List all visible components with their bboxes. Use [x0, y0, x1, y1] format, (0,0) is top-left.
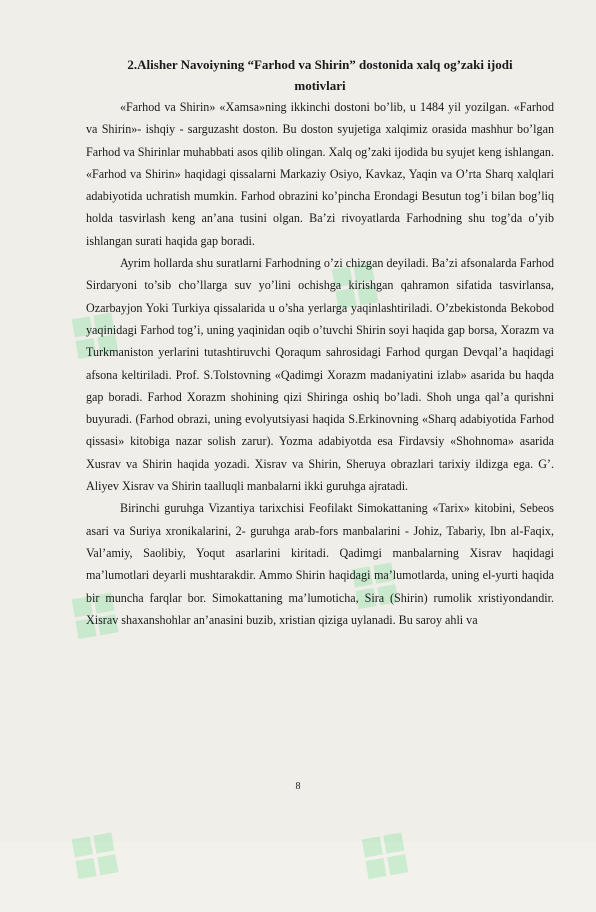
watermark-mark: ❖	[40, 561, 155, 672]
watermark-mark: ❖	[40, 801, 155, 912]
watermark-mark: ❖	[320, 531, 435, 642]
paragraph-2: Ayrim hollarda shu suratlarni Farhodning o’zi chizgan deyiladi. Ba’zi afsonalarda Farhod Sirdaryoni to’sib cho’llarga suv yo’lini ochishga kirishgan qahramon sifatida tasvirlansa, Ozarbayjon Yoki Turkiya qissalarida u o’sha yerlarga yaqinlashtiriladi. O’zbekistonda Bekobod yaqinidagi Farhod tog’i, uning yaqinidan oqib o’tuvchi Shirin soyi haqida gap borsa, Xorazm va Turkmaniston yerlarini tutashtiruvchi Qoraqum sahrosidagi Farhod qurgan Devqal’a haqidagi afsona keltiriladi. Prof. S.Tolstovning «Qadimgi Xorazm madaniyatini izlab» asarida bu haqda gap boradi. Farhod Xorazm shohining qizi Shiringa oshiq bo’ladi. Shoh unga qal’a qurishni buyuradi. (Farhod obrazi, uning evolyutsiyasi haqida S.Erkinovning «Sharq adabiyotida Farhod qissasi» kitobiga nazar solish zarur). Yozma adabiyotda esa Firdavsiy «Shohnoma» asarida Xusrav va Shirin haqida yozadi. Xisrav va Shirin, Sheruya obrazlari tarixiy ildizga ega. G’. Aliyev Xisrav va Shirin taalluqli manbalarni ikki guruhga ajratadi.	[86, 256, 554, 494]
page-number: 8	[295, 781, 301, 792]
paragraph-3: Birinchi guruhga Vizantiya tarixchisi Feofilakt Simokattaning «Tarix» kitobini, Sebeos asari va Suriya xronikalarini, 2- guruhga arab-fors manbalarini - Johiz, Tabariy, Ibn al-Faqix, Val’amiy, Saolibiy, Yoqut asarlarini kiritadi. Qadimgi manbalarning Xisrav haqidagi ma’lumotlari deyarli mushtarakdir. Ammo Shirin haqidagi ma’lumotlarda, uning el-yurti haqida bir muncha farqlar bor. Simokattaning ma’lumoticha, Sira (Shirin) rumolik xristiyondandir. Xisrav shaxanshohlar an’anasini buzib, xristian qiziga uylanadi. Bu saroy ahli va	[86, 501, 554, 627]
section-title-line-2: motivlari	[294, 78, 346, 93]
watermark-mark: ❖	[330, 801, 445, 912]
paragraph-1: «Farhod va Shirin» «Xamsa»ning ikkinchi dostoni bo’lib, u 1484 yil yozilgan. «Farhod va Shirin»- ishqiy - sarguzasht doston. Bu doston syujetiga xalqimiz orasida mashhur bo’lgan Farhod va Shirinlar muhabbati asos qilib olingan. Xalq og’zaki ijodida bu syujet keng ishlangan. «Farhod va Shirin» haqidagi qissalarni Markaziy Osiyo, Kavkaz, Yaqin va O’rta Sharq xalqlari adabiyotida uchratish mumkin. Farhod obrazini ko’pincha Erondagi Besutun tog’i bilan bog’liq holda tasvirlash keng an’ana tusini olgan. Ba’zi rivoyatlarda Farhodning shu tog’da o’yib ishlangan surati haqida gap boradi.	[86, 100, 554, 248]
watermark-mark: ❖	[40, 281, 155, 392]
document-body	[86, 54, 554, 631]
watermark-mark: ❖	[300, 231, 415, 342]
section-title-line-1: 2.Alisher Navoiyning “Farhod va Shirin” dostonida xalq og’zaki ijodi	[127, 57, 513, 72]
section-title	[86, 54, 554, 96]
